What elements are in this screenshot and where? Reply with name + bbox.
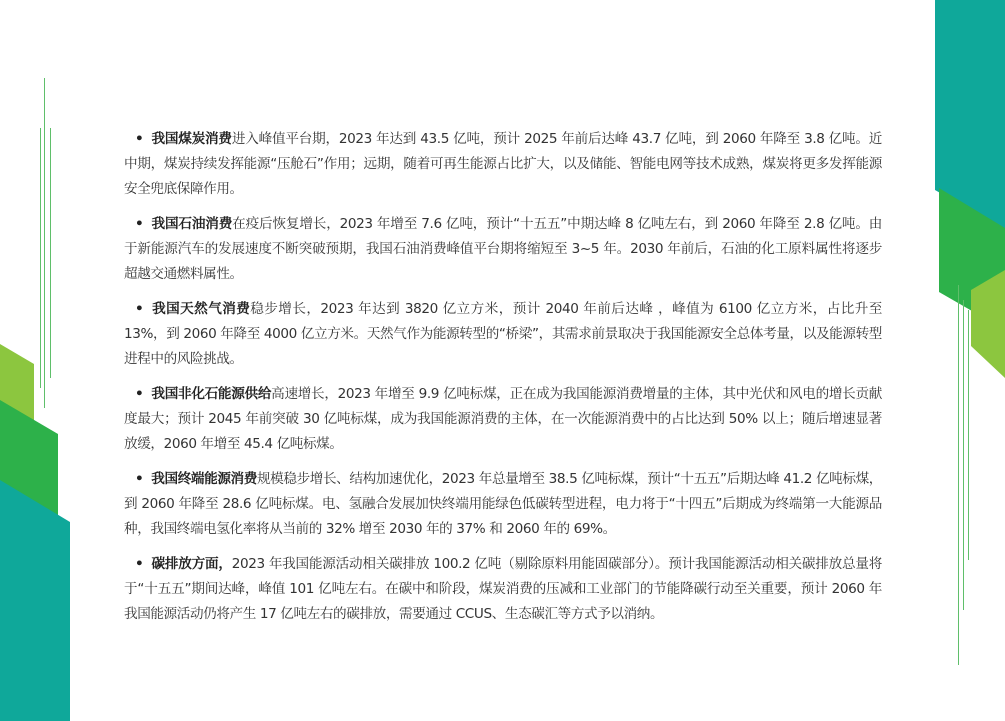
paragraph-text: 2023 年我国能源活动相关碳排放 100.2 亿吨（剔除原料用能固碳部分）。预计我国能源活动相关碳排放总量将于“十五五”期间达峰，峰值 101 亿吨左右。在碳中和阶段，煤炭消费的压减和工业部门的节能降碳行动至关重要，预计 2060 年我国能源活动仍将产生 17 亿吨左右的碳排放，需要通过 CCUS、生态碳汇等方式予以消纳。 (124, 556, 882, 622)
left-vertical-line-1 (44, 78, 45, 408)
paragraph-terminal-energy (124, 467, 882, 542)
paragraph-oil (124, 212, 882, 287)
bullet: • (135, 216, 144, 232)
paragraph-text: 高速增长，2023 年增至 9.9 亿吨标煤，正在成为我国能源消费增量的主体，其中光伏和风电的增长贡献度最大；预计 2045 年前突破 30 亿吨标煤，成为我国能源消费的主体，在一次能源消费中的占比达到 50% 以上；随后增速显著放缓，2060 年增至 45.4 亿吨标煤。 (124, 386, 882, 452)
paragraph-text: 进入峰值平台期，2023 年达到 43.5 亿吨，预计 2025 年前后达峰 43.7 亿吨，到 2060 年降至 3.8 亿吨。近中期，煤炭持续发挥能源“压舱石”作用；远期，随着可再生能源占比扩大，以及储能、智能电网等技术成熟，煤炭将更多发挥能源安全兜底保障作用。 (124, 131, 882, 197)
paragraph-lead: 我国终端能源消费 (151, 471, 257, 487)
left-decoration (0, 330, 70, 721)
right-decoration (935, 0, 1005, 400)
paragraph-text: 在疫后恢复增长，2023 年增至 7.6 亿吨，预计“十五五”中期达峰 8 亿吨左右，到 2060 年降至 2.8 亿吨。由于新能源汽车的发展速度不断突破预期，我国石油消费峰值平台期将缩短至 3~5 年。2030 年前后，石油的化工原料属性将逐步超越交通燃料属性。 (124, 216, 882, 282)
left-vertical-line-2 (40, 128, 41, 388)
paragraph-non-fossil (124, 382, 882, 457)
bullet: • (135, 386, 144, 402)
paragraph-coal (124, 127, 882, 202)
left-vertical-line-3 (50, 128, 51, 378)
paragraph-gas (124, 297, 882, 372)
bullet: • (135, 471, 144, 487)
paragraph-text: 规模稳步增长、结构加速优化，2023 年总量增至 38.5 亿吨标煤，预计“十五五”后期达峰 41.2 亿吨标煤，到 2060 年降至 28.6 亿吨标煤。电、氢融合发展加快终端用能绿色低碳转型进程，电力将于“十四五”后期成为终端第一大能源品种，我国终端电氢化率将从当前的 32% 增至 2030 年的 37% 和 2060 年的 69%。 (124, 471, 882, 537)
paragraph-lead: 我国煤炭消费 (151, 131, 232, 147)
right-vertical-line-3 (968, 310, 969, 560)
bullet: • (135, 556, 144, 572)
paragraph-lead: 我国石油消费 (151, 216, 233, 232)
paragraph-carbon (124, 552, 882, 627)
paragraph-lead: 我国天然气消费 (151, 301, 251, 317)
left-teal-shape (0, 480, 70, 721)
right-vertical-line-1 (958, 285, 959, 665)
paragraph-lead: 我国非化石能源供给 (151, 386, 272, 402)
bullet: • (135, 301, 144, 317)
bullet: • (135, 131, 144, 147)
paragraph-text: 稳步增长，2023 年达到 3820 亿立方米，预计 2040 年前后达峰 ，峰值为 6100 亿立方米，占比升至 13%，到 2060 年降至 4000 亿立方米。天然气作为能源转型的“桥梁”，其需求前景取决于我国能源安全总体考量，以及能源转型进程中的风险挑战。 (124, 301, 883, 367)
paragraph-lead: 碳排放方面， (151, 556, 232, 572)
summary-content (124, 127, 882, 637)
right-vertical-line-2 (963, 300, 964, 610)
